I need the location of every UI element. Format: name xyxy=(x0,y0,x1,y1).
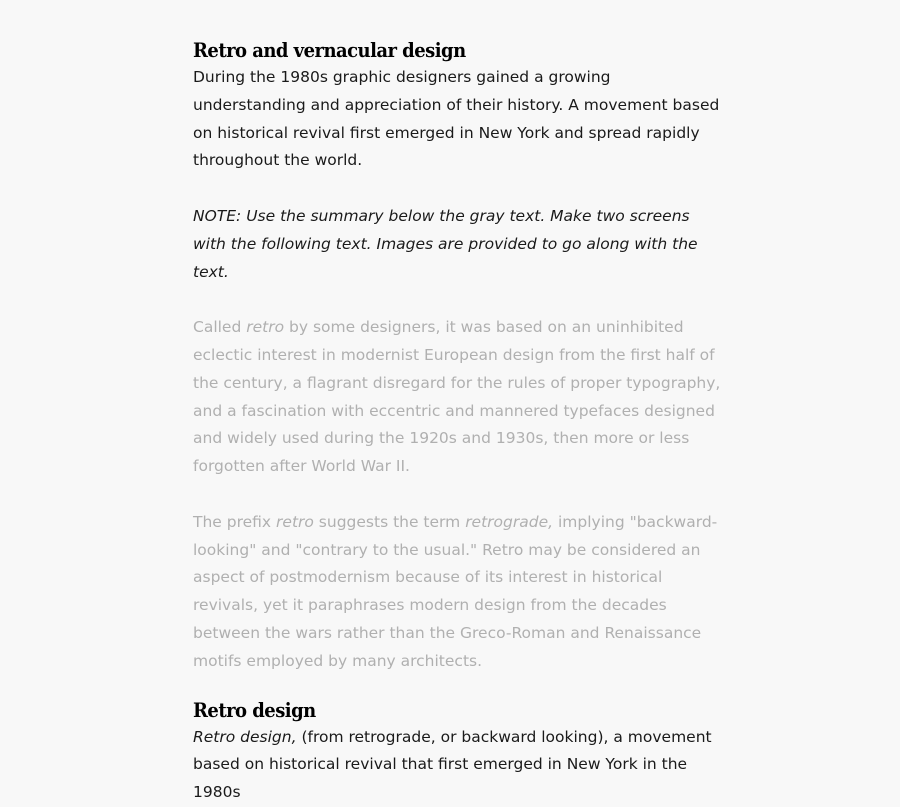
intro-paragraph: During the 1980s graphic designers gained a growing understanding and appreciation of their history. A movement based on historical revival first emerged in New York and spread rapidly throughout the world. xyxy=(193,68,720,170)
gray-paragraph-2 xyxy=(193,509,723,676)
retro-design-paragraph xyxy=(193,724,723,807)
spacer xyxy=(193,286,723,314)
term-retro: retro xyxy=(246,318,285,337)
article-column xyxy=(193,36,723,807)
gray-paragraph-2-part1: The prefix xyxy=(193,512,277,531)
heading-retro-design: Retro design xyxy=(193,697,316,722)
spacer xyxy=(193,481,723,509)
term-retrograde: retrograde, xyxy=(465,512,554,531)
heading-retro-vernacular: Retro and vernacular design xyxy=(193,38,466,62)
spacer xyxy=(193,175,723,203)
gray-paragraph-1-body: by some designers, it was based on an uninhibited eclectic interest in modernist European design from the first half of the century, a flagrant disregard for the rules of proper typography, and a fascination with eccentric and mannered typefaces designed and widely used during the 1920s and 1930s, then more or less forgotten after World War II. xyxy=(193,318,721,476)
gray-paragraph-2-part3: implying "backward-looking" and "contrary to the usual." Retro may be considered an aspect of postmodernism because of its interest in historical revivals, yet it paraphrases modern design from the decades between the wars rather than the Greco-Roman and Renaissance motifs employed by many architects. xyxy=(193,512,718,670)
retro-design-text: (from retrograde, or backward looking), a movement based on historical revival that first emerged in New York in the 1980s xyxy=(193,727,712,802)
note-paragraph: NOTE: Use the summary below the gray text. Make two screens with the following text. Images are provided to go along with the text. xyxy=(193,206,698,281)
gray-paragraph-1-lead: Called xyxy=(193,318,247,337)
gray-paragraph-1 xyxy=(193,314,723,481)
term-retro-2: retro xyxy=(276,512,314,531)
term-retro-design: Retro design, xyxy=(193,727,297,746)
gray-paragraph-2-part2: suggests the term xyxy=(313,512,466,531)
